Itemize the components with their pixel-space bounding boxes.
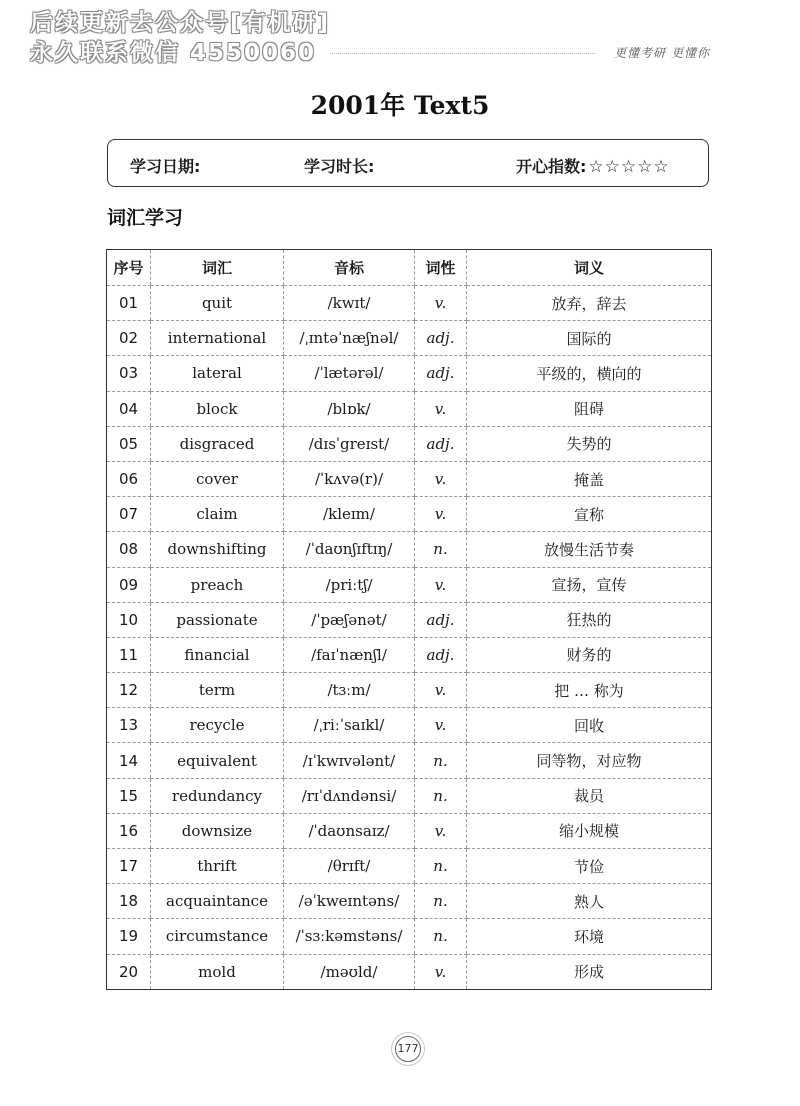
- part-of-speech-cell: v.: [415, 567, 467, 602]
- meaning-cell: 把 … 称为: [467, 673, 712, 708]
- phonetic-cell: /kwɪt/: [284, 286, 415, 321]
- word-cell: passionate: [151, 602, 284, 637]
- word-cell: preach: [151, 567, 284, 602]
- row-number-cell: 19: [107, 919, 151, 954]
- vocabulary-table: [106, 249, 712, 990]
- mood-index: [516, 154, 670, 177]
- row-number-cell: 07: [107, 497, 151, 532]
- part-of-speech-cell: n.: [415, 532, 467, 567]
- row-number-cell: 16: [107, 813, 151, 848]
- study-date-label: 学习日期:: [130, 157, 201, 176]
- meaning-cell: 宣称: [467, 497, 712, 532]
- table-row: [107, 954, 712, 989]
- phonetic-cell: /ˈlætərəl/: [284, 356, 415, 391]
- table-header-row: [107, 250, 712, 286]
- word-cell: redundancy: [151, 778, 284, 813]
- table-row: [107, 813, 712, 848]
- study-info-box: [107, 139, 709, 187]
- meaning-cell: 狂热的: [467, 602, 712, 637]
- row-number-cell: 17: [107, 849, 151, 884]
- table-row: [107, 461, 712, 496]
- row-number-cell: 09: [107, 567, 151, 602]
- table-row: [107, 743, 712, 778]
- row-number-cell: 08: [107, 532, 151, 567]
- meaning-cell: 阻碍: [467, 391, 712, 426]
- phonetic-cell: /rɪˈdʌndənsi/: [284, 778, 415, 813]
- row-number-cell: 02: [107, 321, 151, 356]
- phonetic-cell: /ɪˈkwɪvələnt/: [284, 743, 415, 778]
- phonetic-cell: /faɪˈnænʃl/: [284, 637, 415, 672]
- meaning-cell: 放慢生活节奏: [467, 532, 712, 567]
- table-row: [107, 356, 712, 391]
- phonetic-cell: /blɒk/: [284, 391, 415, 426]
- header-meaning: 词义: [467, 250, 712, 286]
- meaning-cell: 同等物，对应物: [467, 743, 712, 778]
- word-cell: circumstance: [151, 919, 284, 954]
- row-number-cell: 18: [107, 884, 151, 919]
- part-of-speech-cell: n.: [415, 849, 467, 884]
- header-phonetic: 音标: [284, 250, 415, 286]
- phonetic-cell: /əˈkweɪntəns/: [284, 884, 415, 919]
- meaning-cell: 放弃，辞去: [467, 286, 712, 321]
- section-title: 词汇学习: [107, 207, 184, 229]
- meaning-cell: 宣扬，宣传: [467, 567, 712, 602]
- part-of-speech-cell: v.: [415, 673, 467, 708]
- meaning-cell: 缩小规模: [467, 813, 712, 848]
- phonetic-cell: /məʊld/: [284, 954, 415, 989]
- meaning-cell: 环境: [467, 919, 712, 954]
- part-of-speech-cell: v.: [415, 461, 467, 496]
- row-number-cell: 05: [107, 426, 151, 461]
- row-number-cell: 10: [107, 602, 151, 637]
- word-cell: downshifting: [151, 532, 284, 567]
- table-row: [107, 849, 712, 884]
- study-duration-label: 学习时长:: [304, 157, 375, 176]
- phonetic-cell: /ˈdaʊnʃɪftɪŋ/: [284, 532, 415, 567]
- word-cell: acquaintance: [151, 884, 284, 919]
- row-number-cell: 20: [118, 962, 139, 981]
- row-number-cell: 12: [107, 673, 151, 708]
- word-cell: international: [151, 321, 284, 356]
- part-of-speech-cell: v.: [415, 391, 467, 426]
- word-cell: mold: [151, 954, 284, 989]
- table-row: [107, 532, 712, 567]
- meaning-cell: 裁员: [467, 778, 712, 813]
- meaning-cell: 掩盖: [467, 461, 712, 496]
- part-of-speech-cell: n.: [415, 778, 467, 813]
- part-of-speech-cell: v.: [415, 708, 467, 743]
- table-row: [107, 391, 712, 426]
- mood-stars-icon: ☆☆☆☆☆: [588, 157, 670, 177]
- table-row: [107, 426, 712, 461]
- meaning-cell: 平级的，横向的: [467, 356, 712, 391]
- header-number: 序号: [107, 250, 151, 286]
- row-number-cell: 11: [107, 637, 151, 672]
- phonetic-cell: /priːtʃ/: [284, 567, 415, 602]
- part-of-speech-cell: adj.: [415, 426, 467, 461]
- part-of-speech-cell: n.: [415, 919, 467, 954]
- phonetic-cell: /ˌɪntəˈnæʃnəl/: [284, 321, 415, 356]
- word-cell: financial: [151, 637, 284, 672]
- word-cell: cover: [151, 461, 284, 496]
- row-number-cell: 01: [107, 286, 151, 321]
- header-word: 词汇: [151, 250, 284, 286]
- table-row: [107, 602, 712, 637]
- table-row: [107, 321, 712, 356]
- word-cell: lateral: [151, 356, 284, 391]
- table-row: [107, 637, 712, 672]
- meaning-cell: 形成: [467, 954, 712, 989]
- watermark: [30, 8, 350, 68]
- vocabulary-table-body: [107, 286, 712, 990]
- part-of-speech-cell: v.: [415, 813, 467, 848]
- phonetic-cell: /ˈkʌvə(r)/: [284, 461, 415, 496]
- table-row: [107, 286, 712, 321]
- word-cell: equivalent: [151, 743, 284, 778]
- part-of-speech-cell: adj.: [415, 602, 467, 637]
- phonetic-cell: /kleɪm/: [284, 497, 415, 532]
- mood-index-label: 开心指数:: [516, 157, 587, 176]
- row-number-cell: 03: [107, 356, 151, 391]
- word-cell: block: [151, 391, 284, 426]
- row-number-cell: 13: [107, 708, 151, 743]
- phonetic-cell: /θrɪft/: [284, 849, 415, 884]
- table-row: [107, 919, 712, 954]
- part-of-speech-cell: n.: [415, 884, 467, 919]
- row-number-cell: 06: [107, 461, 151, 496]
- word-cell: downsize: [151, 813, 284, 848]
- phonetic-cell: /ˌriːˈsaɪkl/: [284, 708, 415, 743]
- row-number-cell: 15: [107, 778, 151, 813]
- page-title: 2001年 Text5: [310, 91, 490, 120]
- meaning-cell: 财务的: [467, 637, 712, 672]
- watermark-line-2: 永久联系微信 4550060: [30, 40, 317, 66]
- meaning-cell: 失势的: [467, 426, 712, 461]
- word-cell: recycle: [151, 708, 284, 743]
- word-cell: claim: [151, 497, 284, 532]
- header-part-of-speech: 词性: [415, 250, 467, 286]
- watermark-line-1: 后续更新去公众号[有机研]: [30, 10, 331, 36]
- row-number-cell: 04: [107, 391, 151, 426]
- meaning-cell: 回收: [467, 708, 712, 743]
- meaning-cell: 熟人: [467, 884, 712, 919]
- header-slogan: 更懂考研 更懂你: [614, 46, 710, 60]
- meaning-cell: 节俭: [467, 849, 712, 884]
- part-of-speech-cell: v.: [415, 954, 467, 989]
- phonetic-cell: /ˈsɜːkəmstəns/: [284, 919, 415, 954]
- word-cell: thrift: [151, 849, 284, 884]
- part-of-speech-cell: adj.: [415, 356, 467, 391]
- table-row: [107, 884, 712, 919]
- word-cell: term: [151, 673, 284, 708]
- part-of-speech-cell: v.: [415, 286, 467, 321]
- row-number-cell: 14: [107, 743, 151, 778]
- page-number: 177: [395, 1036, 421, 1062]
- part-of-speech-cell: n.: [415, 743, 467, 778]
- meaning-cell: 国际的: [467, 321, 712, 356]
- table-row: [107, 673, 712, 708]
- header-divider: [330, 53, 595, 54]
- table-row: [107, 567, 712, 602]
- phonetic-cell: /ˈpæʃənət/: [284, 602, 415, 637]
- phonetic-cell: /ˈdaʊnsaɪz/: [284, 813, 415, 848]
- part-of-speech-cell: adj.: [415, 321, 467, 356]
- part-of-speech-cell: adj.: [415, 637, 467, 672]
- phonetic-cell: /tɜːm/: [284, 673, 415, 708]
- table-row: [107, 497, 712, 532]
- word-cell: disgraced: [151, 426, 284, 461]
- table-row: [107, 778, 712, 813]
- phonetic-cell: /dɪsˈgreɪst/: [284, 426, 415, 461]
- table-row: [107, 708, 712, 743]
- part-of-speech-cell: v.: [415, 497, 467, 532]
- word-cell: quit: [151, 286, 284, 321]
